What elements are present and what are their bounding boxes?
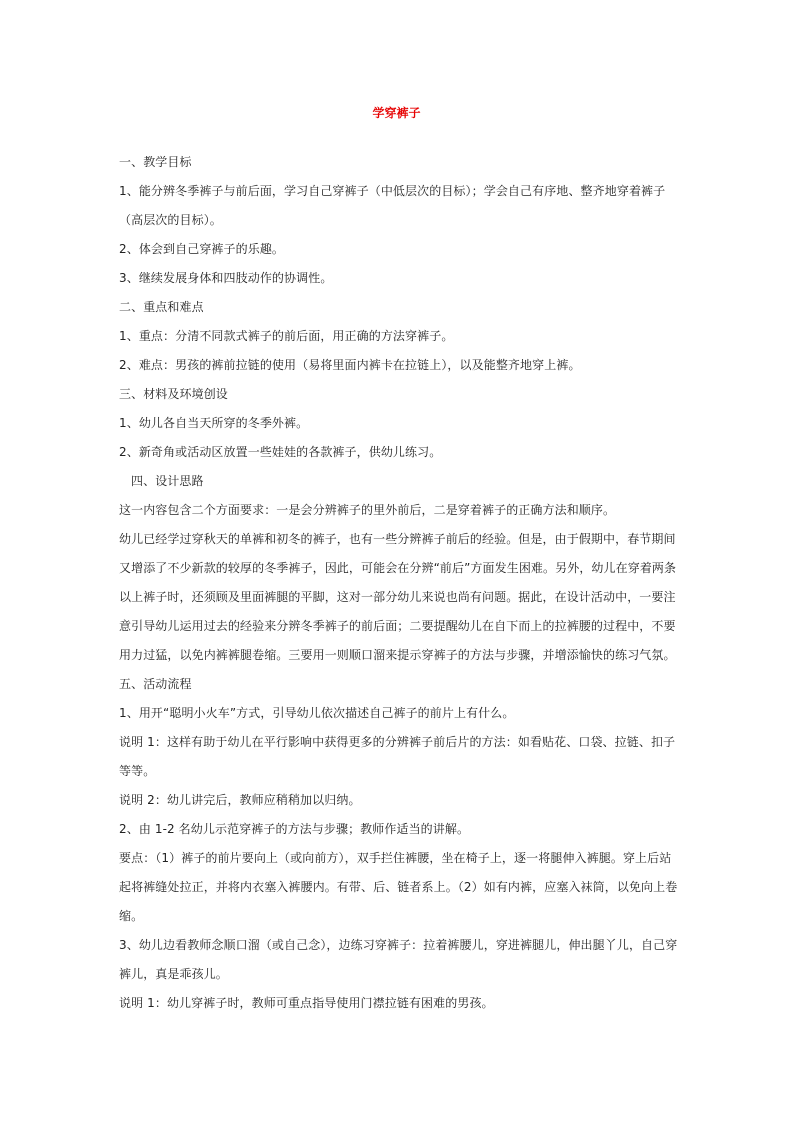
heading-key-points: 二、重点和难点 <box>119 300 204 314</box>
document-body <box>119 148 679 1018</box>
design-paragraph-1: 这一内容包含二个方面要求：一是会分辨裤子的里外前后，二是穿着裤子的正确方法和顺序。 <box>119 503 616 517</box>
activity-step-2: 2、由 1-2 名幼儿示范穿裤子的方法与步骤；教师作适当的讲解。 <box>119 822 470 836</box>
activity-step-1-note-1: 说明 1：这样有助于幼儿在平行影响中获得更多的分辨裤子前后片的方法：如看贴花、口袋、拉链、扣子等等。 <box>119 735 676 778</box>
goal-item-2: 2、体会到自己穿裤子的乐趣。 <box>119 242 285 256</box>
activity-step-2-key-points: 要点：（1）裤子的前片要向上（或向前方），双手拦住裤腰，坐在椅子上，逐一将腿伸入裤腿。穿上后站起将裤缝处拉正，并将内衣塞入裤腰内。有带、后、链者系上。（2）如有内裤，应塞入袜筒，以免向上卷缩。 <box>119 851 678 923</box>
key-point-item-2: 2、难点：男孩的裤前拉链的使用（易将里面内裤卡在拉链上），以及能整齐地穿上裤。 <box>119 358 581 372</box>
activity-step-1: 1、用开“聪明小火车”方式，引导幼儿依次描述自己裤子的前片上有什么。 <box>119 706 515 720</box>
materials-item-2: 2、新奇角或活动区放置一些娃娃的各款裤子，供幼儿练习。 <box>119 445 442 459</box>
materials-item-1: 1、幼儿各自当天所穿的冬季外裤。 <box>119 416 309 430</box>
key-point-item-1: 1、重点：分清不同款式裤子的前后面，用正确的方法穿裤子。 <box>119 329 454 343</box>
heading-materials: 三、材料及环境创设 <box>119 387 228 401</box>
design-paragraph-2: 幼儿已经学过穿秋天的单裤和初冬的裤子，也有一些分辨裤子前后的经验。但是，由于假期中，春节期间又增添了不少新款的较厚的冬季裤子，因此，可能会在分辨“前后”方面发生困难。另外，幼儿在穿着两条以上裤子时，还须顾及里面裤腿的平脚，这对一部分幼儿来说也尚有问题。据此，在设计活动中，一要注意引导幼儿运用过去的经验来分辨冬季裤子的前后面；二要提醒幼儿在自下而上的拉裤腰的过程中，不要用力过猛，以免内裤裤腿卷缩。三要用一则顺口溜来提示穿裤子的方法与步骤，并增添愉快的练习气氛。 <box>119 532 677 662</box>
activity-step-3-note-1: 说明 1：幼儿穿裤子时，教师可重点指导使用门襟拉链有困难的男孩。 <box>119 996 494 1010</box>
heading-activity-flow: 五、活动流程 <box>119 677 192 691</box>
goal-item-1: 1、能分辨冬季裤子与前后面，学习自己穿裤子（中低层次的目标）；学会自己有序地、整齐地穿着裤子（高层次的目标）。 <box>119 184 666 227</box>
activity-step-1-note-2: 说明 2：幼儿讲完后，教师应稍稍加以归纳。 <box>119 793 361 807</box>
heading-teaching-goals: 一、教学目标 <box>119 155 192 169</box>
activity-step-3: 3、幼儿边看教师念顺口溜（或自己念），边练习穿裤子：拉着裤腰儿，穿进裤腿儿，伸出腿丫儿，自己穿裤儿，真是乖孩儿。 <box>119 938 678 981</box>
goal-item-3: 3、继续发展身体和四肢动作的协调性。 <box>119 271 333 285</box>
document-title: 学穿裤子 <box>372 106 421 120</box>
heading-design-ideas: 四、设计思路 <box>131 474 204 488</box>
